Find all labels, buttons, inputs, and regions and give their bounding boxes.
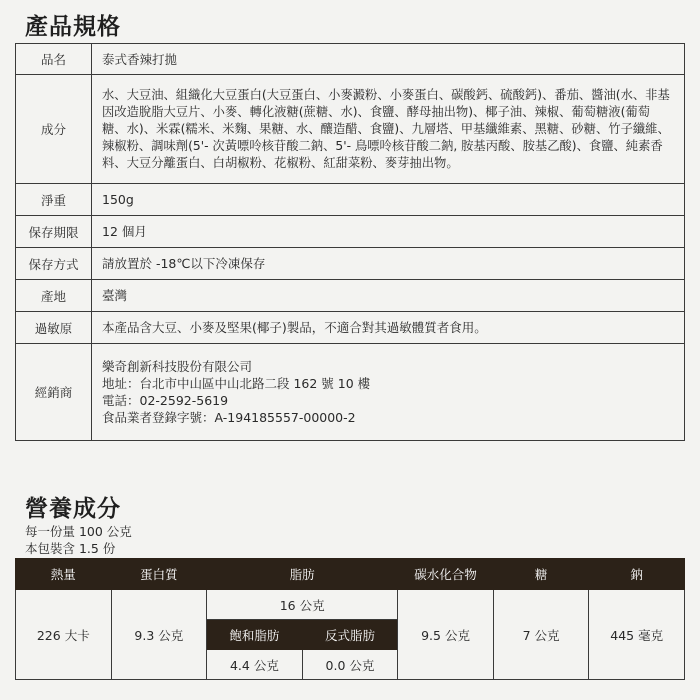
- spec-value-ingredients: 水、大豆油、組織化大豆蛋白(大豆蛋白、小麥澱粉、小麥蛋白、碳酸鈣、硫酸鈣)、番茄、醬油(水、非基因改造脫脂大豆片、小麥、轉化液糖(蔗糖、水)、食鹽、酵母抽出物)、椰子油、辣椒、葡萄糖液(葡萄糖、水)、米霖(糯米、米麴、果糖、水、釀造醋、食鹽)、九層塔、甲基纖維素、黑糖、砂糖、竹子纖維、辣椒粉、調味劑(5'- 次黃嘌呤核苷酸二鈉、5'- 鳥嘌呤核苷酸二鈉, 胺基丙酸、胺基乙酸)、食鹽、純素香料、大豆分離蛋白、白胡椒粉、花椒粉、紅甜菜粉、麥芽抽出物。: [92, 75, 685, 184]
- nutrition-header-row: [16, 559, 685, 590]
- value-fat: 16 公克: [207, 590, 398, 620]
- spec-label-name: 品名: [16, 44, 92, 75]
- spec-value-storage: 請放置於 -18℃以下冷凍保存: [92, 248, 685, 280]
- spec-value-distributor: 樂奇創新科技股份有限公司 地址：台北市中山區中山北路二段 162 號 10 樓 電話：02-2592-5619 食品業者登錄字號：A-194185557-00000-2: [92, 344, 685, 441]
- spec-label-net-weight: 淨重: [16, 184, 92, 216]
- value-carbohydrate: 9.5 公克: [398, 590, 494, 680]
- value-trans-fat: 0.0 公克: [302, 650, 398, 680]
- serving-size: 每一份量 100 公克: [25, 524, 132, 539]
- value-sugar: 7 公克: [493, 590, 589, 680]
- header-sugar: 糖: [493, 559, 589, 590]
- spec-label-shelf-life: 保存期限: [16, 216, 92, 248]
- spec-row-origin: [16, 280, 685, 312]
- spec-label-origin: 產地: [16, 280, 92, 312]
- spec-row-net-weight: [16, 184, 685, 216]
- header-saturated-fat: 飽和脂肪: [207, 620, 303, 650]
- spec-label-allergen: 過敏原: [16, 312, 92, 344]
- header-protein: 蛋白質: [111, 559, 207, 590]
- spec-row-allergen: [16, 312, 685, 344]
- servings-per-pack: 本包裝含 1.5 份: [25, 541, 116, 556]
- spec-table: [15, 43, 685, 441]
- header-sodium: 鈉: [589, 559, 685, 590]
- spec-value-name: 泰式香辣打拋: [92, 44, 685, 75]
- spec-value-net-weight: 150g: [92, 184, 685, 216]
- header-fat: 脂肪: [207, 559, 398, 590]
- spec-value-shelf-life: 12 個月: [92, 216, 685, 248]
- spec-row-distributor: [16, 344, 685, 441]
- spec-label-storage: 保存方式: [16, 248, 92, 280]
- spec-value-allergen: 本產品含大豆、小麥及堅果(椰子)製品，不適合對其過敏體質者食用。: [92, 312, 685, 344]
- spec-row-ingredients: [16, 75, 685, 184]
- spec-value-origin: 臺灣: [92, 280, 685, 312]
- spec-label-distributor: 經銷商: [16, 344, 92, 441]
- value-saturated-fat: 4.4 公克: [207, 650, 303, 680]
- value-sodium: 445 毫克: [589, 590, 685, 680]
- header-trans-fat: 反式脂肪: [302, 620, 398, 650]
- spec-row-name: [16, 44, 685, 75]
- nutrition-row-1: [16, 590, 685, 620]
- nutrition-table: [15, 558, 685, 680]
- header-carbohydrate: 碳水化合物: [398, 559, 494, 590]
- nutrition-title: 營養成分: [25, 496, 121, 522]
- spec-title: 產品規格: [25, 14, 121, 40]
- spec-row-storage: [16, 248, 685, 280]
- value-calories: 226 大卡: [16, 590, 112, 680]
- value-protein: 9.3 公克: [111, 590, 207, 680]
- spec-label-ingredients: 成分: [16, 75, 92, 184]
- spec-row-shelf-life: [16, 216, 685, 248]
- header-calories: 熱量: [16, 559, 112, 590]
